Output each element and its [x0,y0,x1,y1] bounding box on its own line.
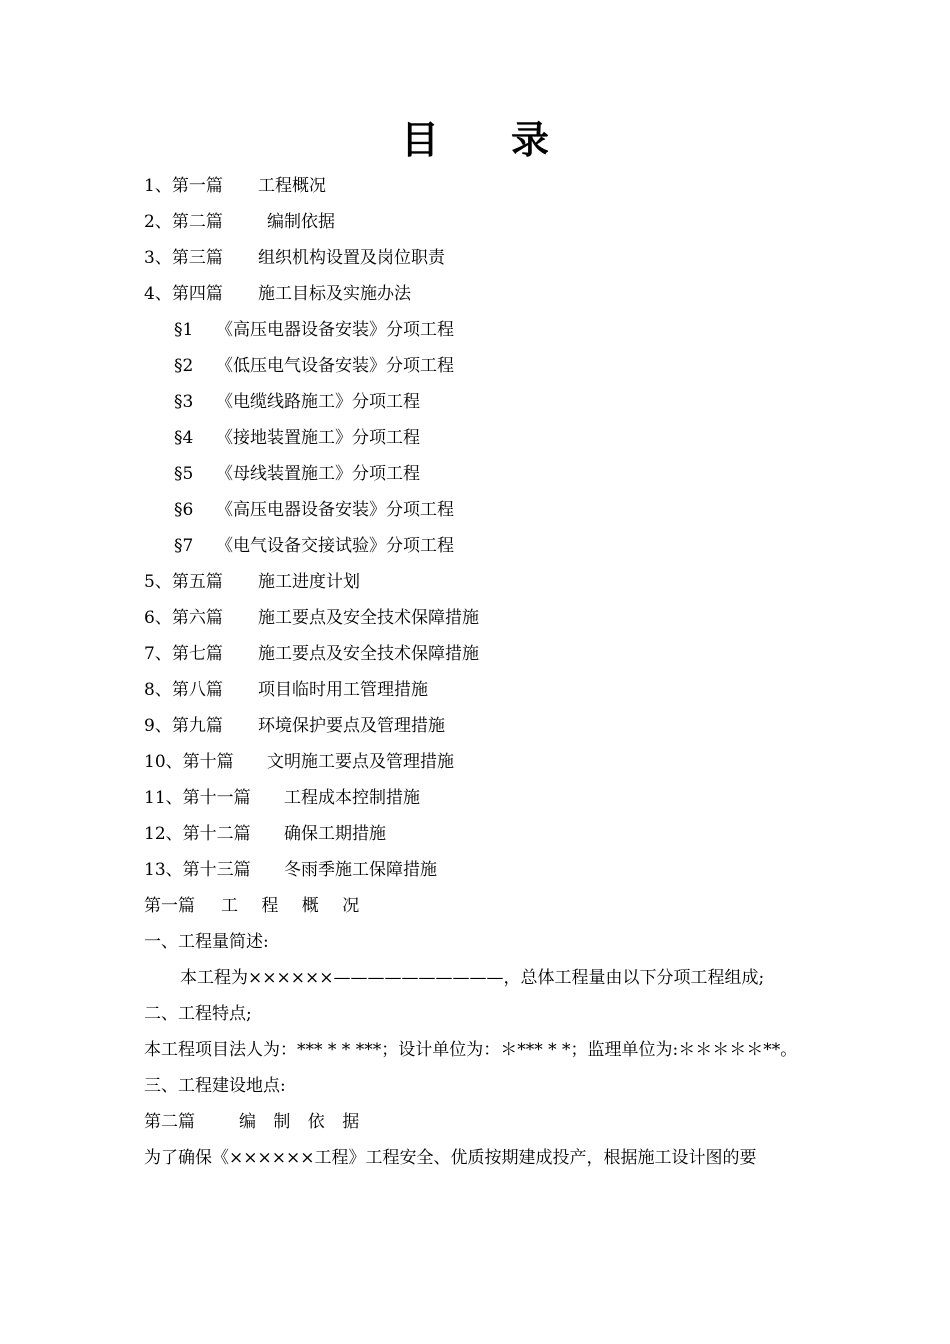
toc-entry [144,168,804,204]
toc-entry-number: 3、第三篇 [144,248,223,268]
subsection-title: 《电缆线路施工》分项工程 [216,392,420,412]
toc-entry-title: 施工进度计划 [258,572,360,592]
item-3-heading: 三、工程建设地点: [144,1076,286,1096]
section-mark: §4 [174,428,194,448]
toc-entry [144,852,804,888]
toc-entry-number: 5、第五篇 [144,572,223,592]
part-1-title: 工 程 概 况 [221,896,369,916]
toc-entry-number: 9、第九篇 [144,716,223,736]
subsection-title: 《低压电气设备安装》分项工程 [216,356,454,376]
section-mark: §3 [174,392,194,412]
toc-entry [144,744,804,780]
toc-entry-number: 6、第六篇 [144,608,223,628]
toc-entry [144,636,804,672]
toc-entry-title: 施工目标及实施办法 [258,284,411,304]
item-1-text: 本工程为××××××——————————，总体工程量由以下分项工程组成; [180,968,765,988]
item-2-heading: 二、工程特点; [144,1004,252,1024]
toc-entry-title: 项目临时用工管理措施 [258,680,428,700]
toc-entry [144,600,804,636]
part-2-heading [144,1104,804,1140]
part-2-label: 第二篇 [144,1112,195,1132]
document-body [144,888,804,1176]
table-of-contents [144,168,804,888]
toc-entry-number: 7、第七篇 [144,644,223,664]
part-2-title: 编 制 依 据 [239,1112,366,1132]
toc-entry-number: 11、第十一篇 [144,788,251,808]
part-2-text: 为了确保《××××××工程》工程安全、优质按期建成投产，根据施工设计图的要 [144,1148,757,1168]
section-mark: §5 [174,464,194,484]
toc-subsection [144,492,804,528]
toc-entry-number: 13、第十三篇 [144,860,251,880]
subsection-title: 《电气设备交接试验》分项工程 [216,536,454,556]
toc-entry-title: 工程概况 [258,176,326,196]
subsection-title: 《接地装置施工》分项工程 [216,428,420,448]
toc-entry-title: 施工要点及安全技术保障措施 [258,644,479,664]
toc-subsection [144,456,804,492]
section-mark: §6 [174,500,194,520]
toc-entry [144,240,804,276]
title-char-1: 目 [400,117,439,162]
toc-entry [144,204,804,240]
toc-subsection [144,312,804,348]
toc-entry-title: 确保工期措施 [284,824,386,844]
toc-entry-title: 文明施工要点及管理措施 [267,752,454,772]
toc-entry-title: 环境保护要点及管理措施 [258,716,445,736]
subsection-title: 《母线装置施工》分项工程 [216,464,420,484]
toc-subsection [144,528,804,564]
item-2-text: 本工程项目法人为：*** * * ***；设计单位为：＊*** * *；监理单位为:＊＊＊＊＊**。 [144,1040,798,1060]
toc-entry [144,708,804,744]
page-title [0,112,950,168]
toc-entry [144,564,804,600]
title-char-2: 录 [511,117,550,162]
toc-entry-title: 工程成本控制措施 [284,788,420,808]
toc-entry [144,276,804,312]
toc-subsection [144,420,804,456]
toc-entry-title: 编制依据 [267,212,335,232]
toc-entry-title: 冬雨季施工保障措施 [284,860,437,880]
toc-entry-number: 4、第四篇 [144,284,223,304]
toc-entry-number: 12、第十二篇 [144,824,251,844]
toc-subsection [144,384,804,420]
toc-entry-number: 2、第二篇 [144,212,223,232]
toc-entry-number: 1、第一篇 [144,176,223,196]
toc-entry-title: 组织机构设置及岗位职责 [258,248,445,268]
section-mark: §1 [174,320,194,340]
toc-entry-number: 10、第十篇 [144,752,234,772]
toc-entry [144,780,804,816]
part-1-heading [144,888,804,924]
subsection-title: 《高压电器设备安装》分项工程 [216,500,454,520]
toc-entry [144,816,804,852]
toc-entry-number: 8、第八篇 [144,680,223,700]
toc-entry [144,672,804,708]
part-1-label: 第一篇 [144,896,195,916]
toc-entry-title: 施工要点及安全技术保障措施 [258,608,479,628]
subsection-title: 《高压电器设备安装》分项工程 [216,320,454,340]
item-1-heading: 一、工程量简述: [144,932,269,952]
section-mark: §2 [174,356,194,376]
toc-subsection [144,348,804,384]
section-mark: §7 [174,536,194,556]
